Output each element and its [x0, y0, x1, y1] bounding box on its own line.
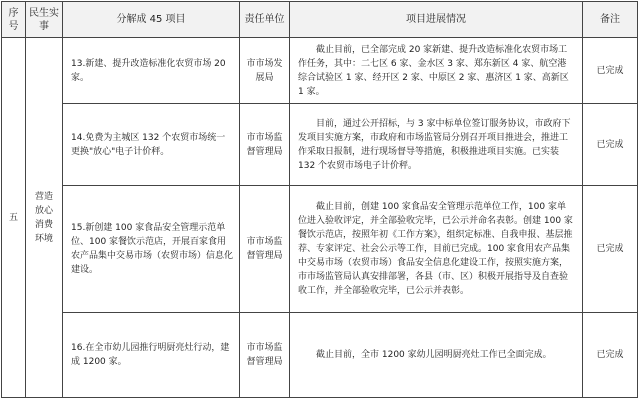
table-header-row — [2, 2, 638, 38]
task-cell: 13.新建、提升改造标准化农贸市场 20 家。 — [63, 38, 240, 104]
header-task: 分解成 45 项目 — [63, 2, 240, 38]
status-cell: 已完成 — [583, 104, 638, 186]
task-cell: 15.新创建 100 家食品安全管理示范单位、100 家餐饮示范店，开展百家食用农产品集中交易市场（农贸市场）信息化建设。 — [63, 186, 240, 313]
status-cell: 已完成 — [583, 186, 638, 313]
progress-cell: 截止目前，全市 1200 家幼儿园明厨亮灶工作已全面完成。 — [290, 313, 583, 398]
progress-cell: 截止目前，创建 100 家食品安全管理示范单位工作，100 家单位进入验收评定，并全部验收完毕，已公示并命名表彰。创建 100 家餐饮示范店，按照年初《工作方案》，组织定标准、自我申报、基层推荐、专家评定、社会公示等工作，目前已完成。100 家食用农产品集中交易市场（农贸市场）食品安全信息化建设工作，按照实施方案，市市场监管局认真安排部署，各县（市、区）积极开展指导及自查验收工作，并全部验收完毕，已公示并表彰。 — [290, 186, 583, 313]
status-cell: 已完成 — [583, 38, 638, 104]
task-cell: 14.免费为主城区 132 个农贸市场统一更换"放心"电子计价秤。 — [63, 104, 240, 186]
unit-cell: 市市场监督管理局 — [240, 104, 290, 186]
progress-table — [1, 1, 638, 398]
unit-cell: 市市场监督管理局 — [240, 186, 290, 313]
task-cell: 16.在全市幼儿园推行明厨亮灶行动，建成 1200 家。 — [63, 313, 240, 398]
header-livelihood: 民生实事 — [26, 2, 63, 38]
table-row — [2, 38, 638, 104]
progress-cell: 目前，通过公开招标，与 3 家中标单位签订服务协议，市政府下发项目实施方案，市政府和市场监管局分别召开项目推进会，推进工作采取日报制，进行现场督导等措施，积极推进项目实施。已实装 132 个农贸市场电子计价秤。 — [290, 104, 583, 186]
header-progress: 项目进展情况 — [290, 2, 583, 38]
header-seq: 序号 — [2, 2, 26, 38]
progress-cell: 截止目前，已全部完成 20 家新建、提升改造标准化农贸市场工作任务，其中：二七区 6 家、金水区 3 家、郑东新区 4 家、航空港综合试验区 1 家、经开区 2 家、中原区 2 家、惠济区 1 家、高新区 1 家。 — [290, 38, 583, 104]
table-row — [2, 104, 638, 186]
unit-cell: 市市场发展局 — [240, 38, 290, 104]
group-seq: 五 — [2, 38, 26, 398]
group-livelihood: 营造放心消费环境 — [26, 38, 63, 398]
unit-cell: 市市场监督管理局 — [240, 313, 290, 398]
table-row — [2, 186, 638, 313]
table-row — [2, 313, 638, 398]
header-unit: 责任单位 — [240, 2, 290, 38]
status-cell: 已完成 — [583, 313, 638, 398]
header-remark: 备注 — [583, 2, 638, 38]
